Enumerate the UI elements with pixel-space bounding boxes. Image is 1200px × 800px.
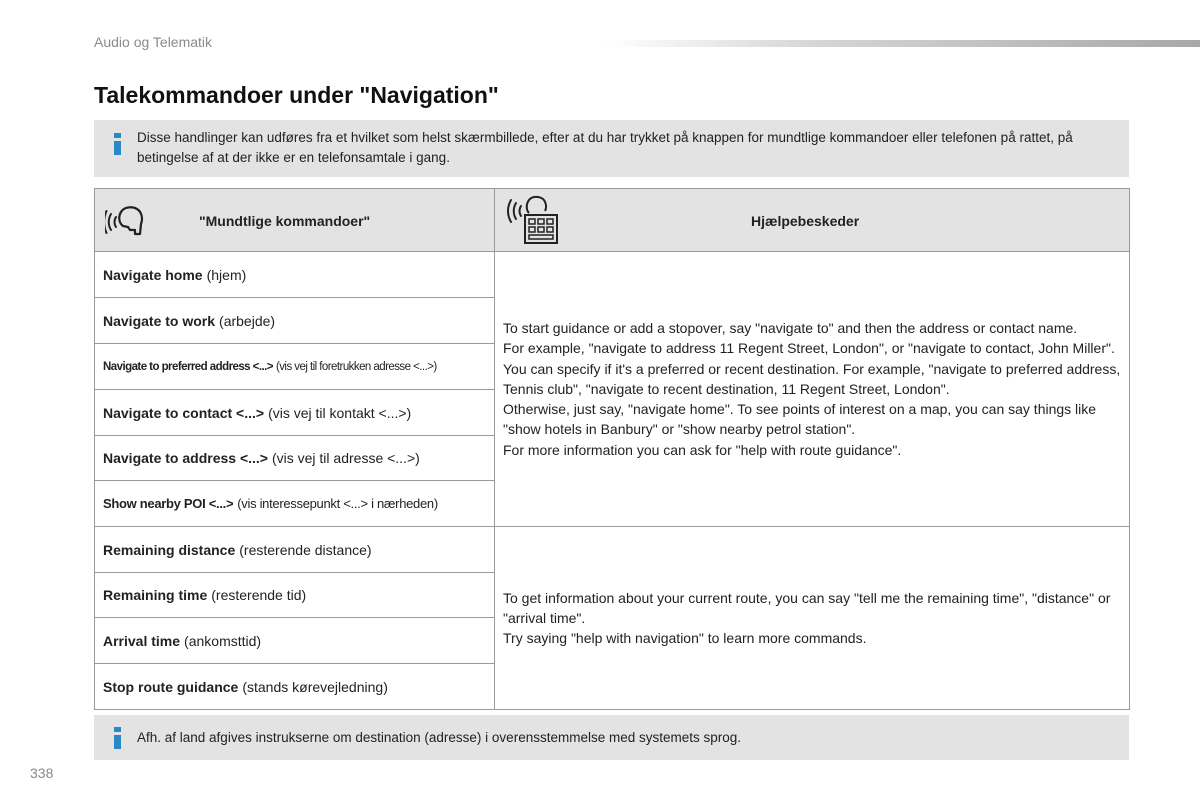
- help-message-guidance: [495, 252, 1129, 527]
- command-translation: (vis interessepunkt <...> i nærheden): [237, 496, 438, 511]
- page-number: 338: [30, 765, 54, 781]
- command-row: [95, 664, 495, 709]
- info-icon: [114, 133, 121, 155]
- command-translation: (vis vej til kontakt <...>): [268, 404, 412, 421]
- info-text-top: Disse handlinger kan udføres fra et hvilket som helst skærmbillede, efter at du har trykket på knappen for mundtlige kommandoer eller telefonen på rattet, på betingelse af at der ikke er en telefonsamtale i gang.: [137, 130, 1073, 165]
- voice-help-keypad-icon: [503, 195, 559, 245]
- command-text: Navigate to preferred address <...>: [103, 360, 273, 373]
- header-gradient-bar: [605, 40, 1200, 47]
- header-help: [495, 189, 1129, 252]
- command-row: [95, 618, 495, 664]
- command-text: Stop route guidance: [103, 678, 239, 695]
- voice-commands-table: [94, 188, 1130, 710]
- command-row: [95, 436, 495, 481]
- command-text: Navigate home: [103, 266, 203, 283]
- command-text: Show nearby POI <...>: [103, 496, 234, 511]
- info-text-bottom: Afh. af land afgives instrukserne om destination (adresse) i overensstemmelse med systemets sprog.: [137, 730, 742, 745]
- command-row: [95, 344, 495, 390]
- help-text: To get information about your current route, you can say "tell me the remaining time", "distance" or "arrival time". Try saying "help with navigation" to learn more commands.: [503, 589, 1111, 647]
- command-row: [95, 252, 495, 298]
- command-translation: (stands kørevejledning): [242, 678, 388, 695]
- command-text: Navigate to address <...>: [103, 450, 268, 466]
- command-translation: (resterende distance): [239, 541, 372, 558]
- command-translation: (resterende tid): [211, 587, 307, 603]
- help-message-route-info: [495, 527, 1129, 709]
- command-translation: (hjem): [206, 266, 247, 283]
- header-help-label: Hjælpebeskeder: [751, 213, 860, 229]
- command-translation: (arbejde): [219, 312, 276, 329]
- command-row: [95, 298, 495, 344]
- header-commands-label: "Mundtlige kommandoer": [199, 213, 371, 229]
- header-commands: [95, 189, 495, 252]
- voice-command-icon: [105, 201, 149, 241]
- command-text: Remaining time: [103, 587, 208, 603]
- command-text: Navigate to work: [103, 312, 216, 329]
- info-box-bottom: [94, 715, 1129, 760]
- info-box-top: [94, 120, 1129, 177]
- command-row: [95, 481, 495, 527]
- command-translation: (ankomsttid): [184, 632, 262, 649]
- command-row: [95, 390, 495, 436]
- command-text: Arrival time: [103, 632, 181, 649]
- command-text: Remaining distance: [103, 541, 236, 558]
- command-translation: (vis vej til adresse <...>): [271, 450, 420, 466]
- help-text: To start guidance or add a stopover, say "navigate to" and then the address or contact name. For example, "navigate to address 11 Regent Street, London", or "navigate to contact, John Miller". You can specify if it's a preferred or recent destination. For example, "navigate to preferred address, Tennis club", "navigate to recent destination, 11 Regent Street, London". Otherwise, just say, "navigate home". To see points of interest on a map, you can say things like "show hotels in Banbury" or "show nearby petrol station". For more information you can ask for "help with route guidance".: [503, 320, 1121, 458]
- info-icon: [114, 727, 121, 749]
- command-row: [95, 527, 495, 573]
- section-header: Audio og Telematik: [94, 34, 213, 50]
- command-row: [95, 573, 495, 618]
- command-translation: (vis vej til foretrukken adresse <...>): [275, 360, 437, 373]
- command-text: Navigate to contact <...>: [103, 404, 265, 421]
- page-title: Talekommandoer under "Navigation": [94, 82, 499, 108]
